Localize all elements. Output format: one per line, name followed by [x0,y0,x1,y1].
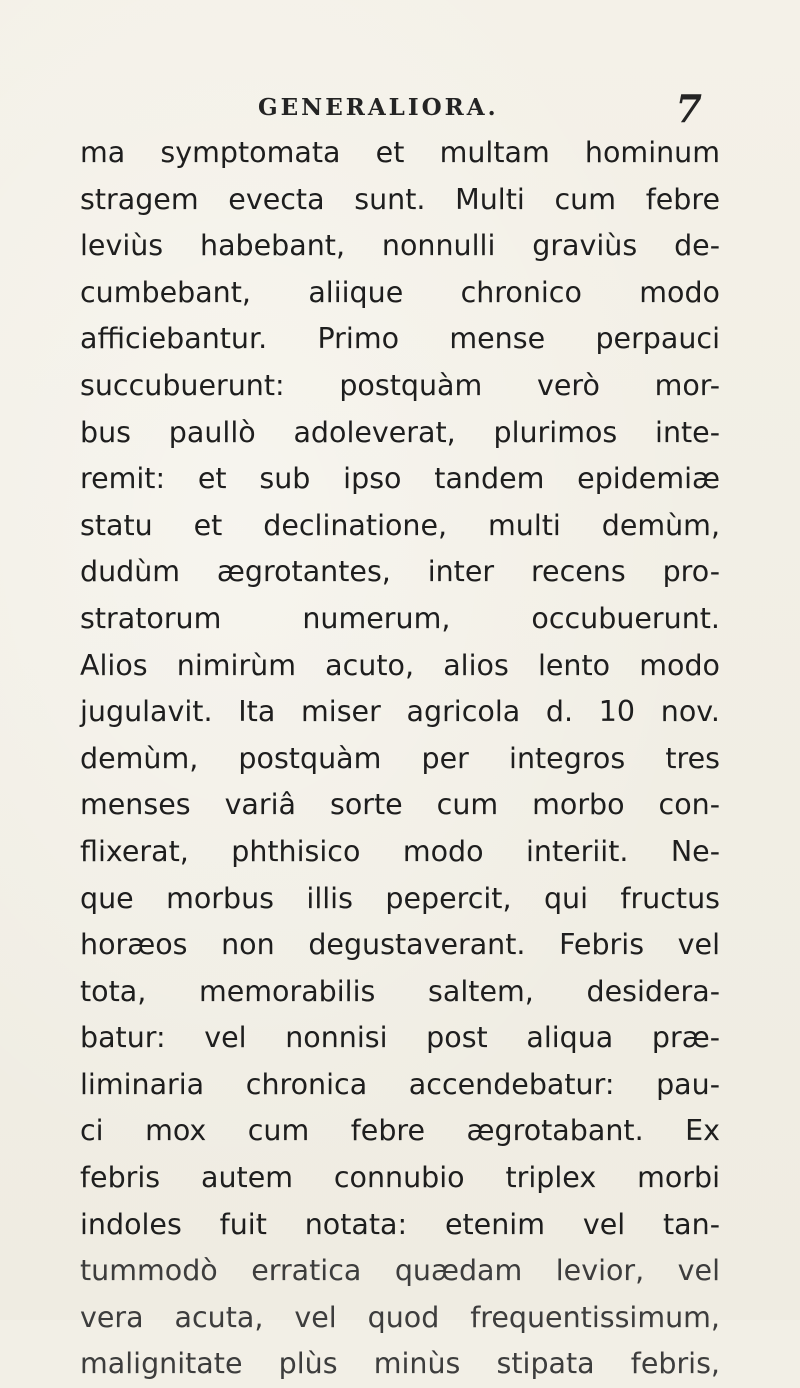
text-line: stratorum numerum, occubuerunt. [80,601,720,635]
text-line: demùm, postquàm per integros tres [80,741,720,775]
text-line: batur: vel nonnisi post aliqua præ- [80,1021,720,1055]
text-line: que morbus illis pepercit, qui fructus [80,881,720,915]
text-line: afficiebantur. Primo mense perpauci [80,322,720,356]
text-line: tota, memorabilis saltem, desidera- [80,974,720,1008]
text-line: succubuerunt: postquàm verò mor- [80,368,720,402]
text-line: bus paullò adoleverat, plurimos inte- [80,415,720,449]
text-line: tummodò erratica quædam levior, vel [80,1254,720,1288]
text-line: leviùs habebant, nonnulli graviùs de- [80,229,720,263]
text-line: malignitate plùs minùs stipata febris, [80,1347,720,1381]
text-line: jugulavit. Ita miser agricola d. 10 nov. [80,695,720,729]
text-line: flixerat, phthisico modo interiit. Ne- [80,834,720,868]
text-line: remit: et sub ipso tandem epidemiæ [80,462,720,496]
text-line: febris autem connubio triplex morbi [80,1161,720,1195]
text-line: indoles fuit notata: etenim vel tan- [80,1207,720,1241]
text-line: stragem evecta sunt. Multi cum febre [80,182,720,216]
page-number: 7 [675,86,702,131]
text-line: liminaria chronica accendebatur: pau- [80,1067,720,1101]
text-line: ci mox cum febre ægrotabant. Ex [80,1114,720,1148]
page-header [258,88,718,132]
text-line: dudùm ægrotantes, inter recens pro- [80,555,720,589]
text-line: horæos non degustaverant. Febris vel [80,928,720,962]
text-line: ma symptomata et multam hominum [80,136,720,169]
text-line: vera acuta, vel quod frequentissimum, [80,1300,720,1334]
body-text [80,130,720,1388]
text-line: Alios nimirùm acuto, alios lento modo [80,648,720,682]
text-line: menses variâ sorte cum morbo con- [80,788,720,822]
text-line: statu et declinatione, multi demùm, [80,508,720,542]
text-line: cumbebant, aliique chronico modo [80,275,720,309]
running-head: GENERALIORA. [258,94,499,121]
